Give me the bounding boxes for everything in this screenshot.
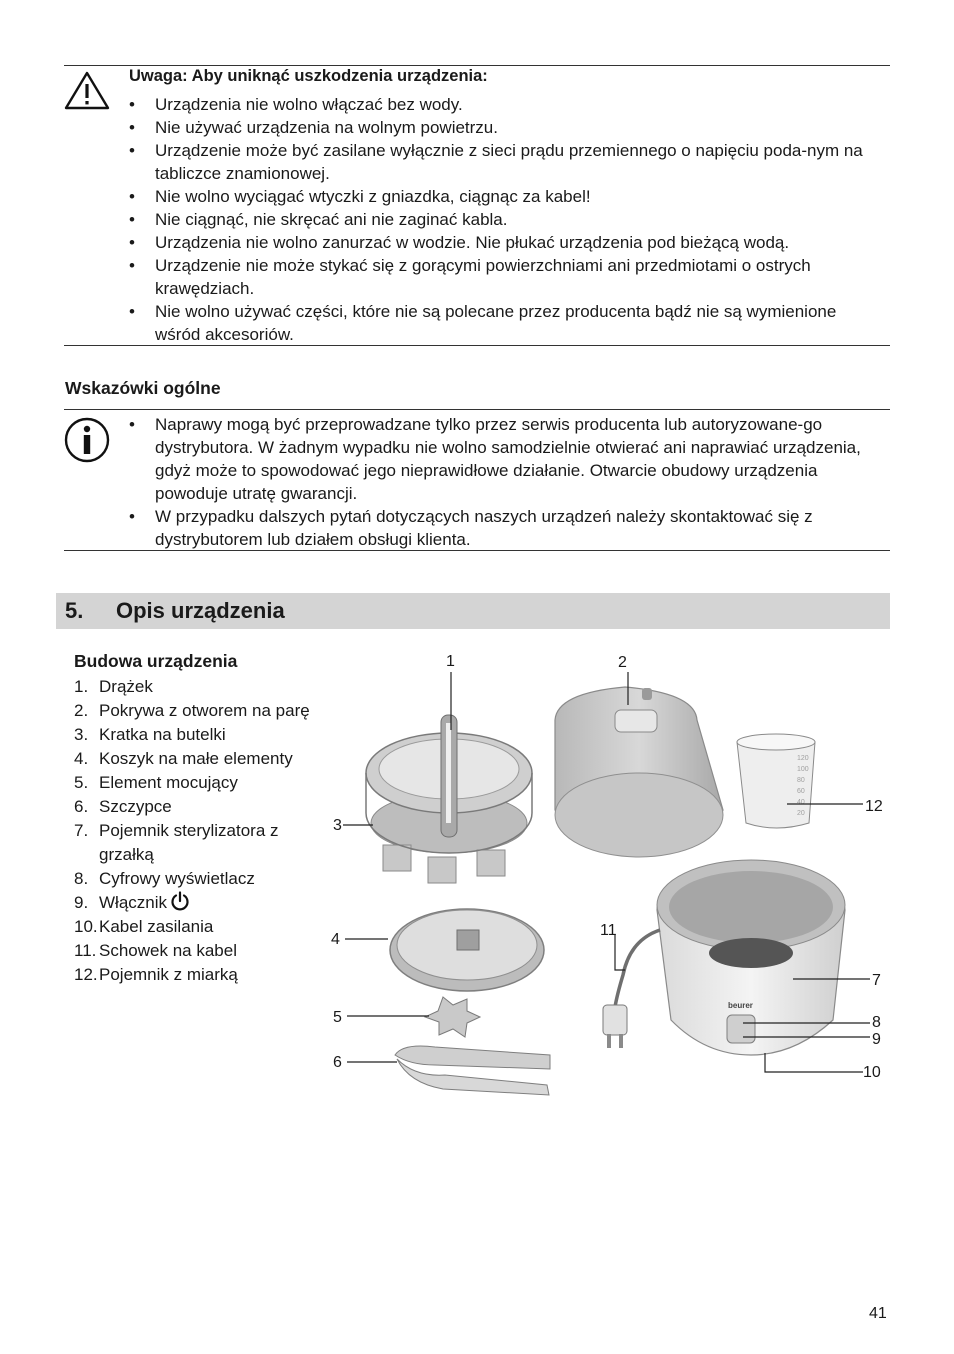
callout-10: 10 — [863, 1064, 881, 1081]
warning-item: • Urządzenia nie wolno zanurzać w wodzie. Nie płukać urządzenia pod bieżącą wodą. — [129, 231, 879, 254]
parts-heading: Budowa urządzenia — [74, 651, 238, 671]
general-item: • Naprawy mogą być przeprowadzane tylko przez serwis producenta lub autoryzowane-go dystrybutora. W żadnym wypadku nie wolno samodzielnie otwierać ani naprawiać urządzenia, gdyż może to spowodować jego nieprawidłowe działanie. Otwarcie obudowy urządzenia powoduje utratę gwarancji. — [129, 413, 879, 505]
part-number: 2. — [74, 701, 89, 720]
callout-1: 1 — [446, 653, 455, 670]
callout-6: 6 — [333, 1054, 342, 1071]
sterilizer-base — [657, 860, 845, 1055]
section-title: Opis urządzenia — [116, 598, 285, 623]
part-label: Drążek — [99, 677, 153, 696]
cup-mark: 40 — [797, 799, 805, 806]
part-item — [74, 795, 324, 819]
part-item — [74, 699, 324, 723]
section-number: 5. — [65, 598, 84, 623]
lid — [555, 687, 723, 857]
parts-list — [74, 675, 324, 987]
callout-3: 3 — [333, 817, 342, 834]
part-item — [74, 771, 324, 795]
power-cable — [615, 930, 660, 1007]
callout-2: 2 — [618, 654, 627, 671]
part-number: 7. — [74, 821, 89, 840]
power-icon — [170, 891, 190, 911]
part-label: Szczypce — [99, 797, 172, 816]
callout-4: 4 — [331, 931, 340, 948]
part-label: Włącznik — [99, 893, 168, 912]
callout-11: 11 — [600, 922, 617, 939]
part-number: 3. — [74, 725, 89, 744]
part-number: 12. — [74, 965, 98, 984]
part-item — [74, 939, 324, 963]
part-item — [74, 963, 324, 987]
device-figure — [325, 645, 895, 1100]
part-item — [74, 915, 324, 939]
warning-item: • Urządzenie może być zasilane wyłącznie z sieci prądu przemiennego o napięciu poda-nym na tabliczce znamionowej. — [129, 139, 879, 185]
warning-item: • Nie ciągnąć, nie skręcać ani nie zaginać kabla. — [129, 208, 879, 231]
small-parts-basket — [390, 909, 544, 991]
callout-7: 7 — [872, 972, 881, 989]
brand-logo: beurer — [728, 1001, 753, 1010]
part-item — [74, 867, 324, 891]
part-number: 1. — [74, 677, 89, 696]
cup-mark: 60 — [797, 788, 805, 795]
part-number: 4. — [74, 749, 89, 768]
part-label: Pokrywa z otworem na parę — [99, 701, 310, 720]
part-label: Pojemnik sterylizatora z grzałką — [99, 821, 279, 864]
warning-item: • Nie wolno wyciągać wtyczki z gniazdka, ciągnąc za kabel! — [129, 185, 879, 208]
part-number: 6. — [74, 797, 89, 816]
cup-mark: 20 — [797, 810, 805, 817]
section-heading-bar — [56, 593, 890, 629]
warning-list — [129, 93, 879, 346]
part-item — [74, 747, 324, 771]
part-item — [74, 891, 324, 915]
warning-item: • Nie wolno używać części, które nie są polecane przez producenta bądź nie są wymienione wśród akcesoriów. — [129, 300, 879, 346]
part-label: Element mocujący — [99, 773, 238, 792]
general-heading: Wskazówki ogólne — [65, 378, 221, 398]
callout-9: 9 — [872, 1031, 881, 1048]
power-plug — [603, 1005, 627, 1048]
cup-mark: 80 — [797, 777, 805, 784]
warning-item: • Nie używać urządzenia na wolnym powietrzu. — [129, 116, 879, 139]
general-top-rule — [64, 409, 890, 410]
general-item: • W przypadku dalszych pytań dotyczących naszych urządzeń należy skontaktować się z dystrybutorem lub działem obsługi klienta. — [129, 505, 879, 551]
callout-8: 8 — [872, 1014, 881, 1031]
part-label: Cyfrowy wyświetlacz — [99, 869, 255, 888]
part-number: 5. — [74, 773, 89, 792]
part-number: 10. — [74, 917, 98, 936]
part-label: Kabel zasilania — [99, 917, 214, 936]
part-item — [74, 819, 324, 867]
warning-triangle-icon — [64, 70, 110, 110]
part-number: 8. — [74, 869, 89, 888]
part-label: Kratka na butelki — [99, 725, 226, 744]
warning-title: Uwaga: Aby uniknąć uszkodzenia urządzenia: — [129, 67, 488, 85]
page-number: 41 — [869, 1305, 887, 1322]
fixing-element — [425, 997, 480, 1037]
cup-mark: 100 — [797, 766, 809, 773]
part-item — [74, 675, 324, 699]
part-label: Koszyk na małe elementy — [99, 749, 293, 768]
part-item — [74, 723, 324, 747]
bottle-rack — [366, 715, 532, 883]
part-label: Schowek na kabel — [99, 941, 237, 960]
callout-12: 12 — [865, 798, 883, 815]
cup-mark: 120 — [797, 755, 809, 762]
warning-bottom-rule — [64, 345, 890, 346]
part-label: Pojemnik z miarką — [99, 965, 238, 984]
warning-top-rule — [64, 65, 890, 66]
tongs — [395, 1046, 550, 1095]
info-icon — [64, 417, 110, 463]
part-number: 9. — [74, 893, 89, 912]
warning-item: • Urządzenia nie wolno włączać bez wody. — [129, 93, 879, 116]
warning-item: • Urządzenie nie może stykać się z gorącymi powierzchniami ani przedmiotami o ostrych krawędziach. — [129, 254, 879, 300]
general-list — [129, 413, 879, 551]
part-number: 11. — [74, 941, 97, 960]
general-bottom-rule — [64, 550, 890, 551]
callout-5: 5 — [333, 1009, 342, 1026]
